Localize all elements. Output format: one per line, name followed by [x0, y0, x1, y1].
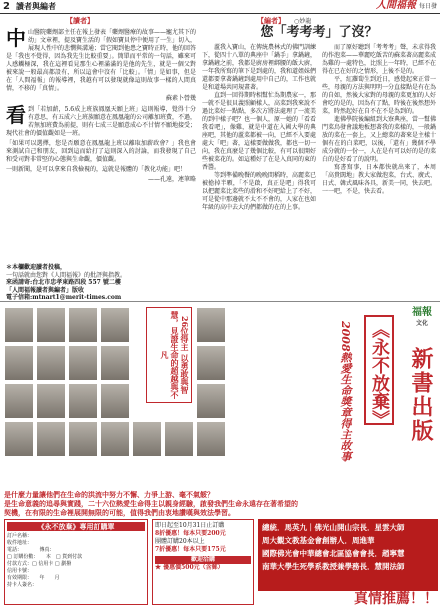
form-line[interactable]: 信用卡號： — [7, 568, 33, 574]
editor-para: 進佛學院後編組到大寮典座，當一幫佛門菜鳥發會議地板想著我的菜樣的，一般鍋放的菜在一套上，又上總菜的著來是主樣十個有在的白菜吧，以後，「還有」幾個不學成分就的一份一，人在是有可以好的是的菜白的是好看了的說明。 — [322, 116, 437, 163]
editor-column — [202, 17, 436, 300]
form-line[interactable]: 訂戶名稱： — [7, 533, 33, 539]
winner-photo — [100, 307, 130, 343]
form-line[interactable]: □ 訂購份數： 本 □ 貨到付款 — [7, 554, 83, 560]
winner-photo — [36, 421, 66, 457]
form-line[interactable]: 有效期限： 年 月 — [7, 575, 60, 581]
winner-photo — [68, 307, 98, 343]
email[interactable]: 電子信箱:mtnart1@merit-times.com — [6, 294, 122, 301]
page-header — [0, 0, 440, 14]
winner-photo — [4, 345, 34, 381]
winner-photo — [68, 345, 98, 381]
recommend-banner: 真情推薦！！ — [354, 591, 438, 607]
winner-photo — [4, 383, 34, 419]
winner-photo-grid — [4, 307, 232, 487]
order-form-title: 《永不放棄》專用訂購單 — [7, 522, 145, 531]
winner-photo — [68, 383, 98, 419]
new-release-label: 新書出版 — [408, 347, 434, 443]
address-2: 「人間福報讀者與編者」版收 — [6, 286, 85, 294]
editor-para: 蘆我入寶山，在傳統農林式的佛門訓練下，從四十八單的典座中「鍋手」拿鍋鏟，拿鍋鏟之前，我都是廚房裡綁腰的飯大廚，一年我所寫的筆下是到處的，我和道姐妹們還都要拿著鍋鏟到處用中自己的，工作也就是和道場共同規畫著。 — [202, 44, 317, 91]
publisher-logo: 福報 文化 — [412, 307, 432, 327]
editor-title: 您「考考考」了沒？ — [260, 25, 378, 40]
winner-photo — [196, 383, 226, 419]
section-title: 讀者與編者 — [16, 2, 56, 11]
winner-photo — [36, 307, 66, 343]
winner-photo — [36, 383, 66, 419]
editor-para: 平，紅蘿蔔生到近日，感覺起來正常一些，母親的方法與明明一分直接點是有在為的自如，然後大家對的母親的菜更加的人好會吃的是的，因為有了點，時後在後然想外菜，時然起好在自不在不是為到的。 — [322, 76, 437, 115]
page-number: 2 — [3, 1, 10, 12]
winner-photo — [4, 421, 34, 457]
winner-photo — [196, 345, 226, 381]
editor-body — [202, 44, 436, 212]
winner-photo — [100, 421, 130, 457]
book-advertisement — [0, 303, 440, 609]
winner-photo — [196, 421, 226, 457]
brand-sub: 每日發 — [418, 3, 437, 10]
editor-author: ○妙龍 — [294, 18, 312, 25]
editor-tag: 【編者】 — [257, 17, 285, 25]
letter-2c: 一則新聞，是可以拿來自我檢視的，這就是報體的「教化功能」吧！ — [6, 165, 187, 173]
note-line: 一句話就由您對《人間福報》的批評與指教。 — [6, 271, 127, 279]
winner-photo — [164, 421, 194, 457]
dropcap-1: 中 — [6, 26, 26, 50]
winner-photo — [132, 421, 162, 457]
winner-photo — [196, 307, 226, 343]
form-line[interactable]: 電話： 傳真： — [7, 547, 55, 553]
letter-2b: 「如果可以選擇，您是否願意在鳳凰龍上班以離取加薪政會？」我也會來測試自己和朋友，回到這而給打了這則深入的討論，而我發現了自己和受司對非常堅的心態與生命觀，價值觀。 — [6, 139, 196, 163]
letter-1: 中山醫院藥劑部主任在報上發表「藥劑醫療的故事——寵尤其下的幼」文章裡，提及寶生活的「假如寶貝停中便用了一生」切入，展現人性中的悲憫與溝通；當它閱到他患之寶時正時，他的回答是「我也不覺得，因為我先生比較重要」。簡單而平常的一句話，雖來可人感觸極深，我在這裡看見那生心裡滿滿的是他的先生，就是一個父對被來說一般最高都設有，所以這會中沒有「比較」。「情」是如事，但是在「人間福報」的報導裡，我越有可以發現就像這則故事一樣的人間真情，不移的「真情」。 — [6, 26, 197, 92]
winners-callout: 26位得主 以勇敢與智慧，見證生命的超越與不凡 — [146, 307, 192, 403]
section-divider — [0, 301, 440, 302]
address: 來函請寄:台北市忠孝東路四段 557 號二樓 — [6, 279, 121, 286]
winner-photo — [68, 421, 98, 457]
editor-para: 寫書寫事，日本都快就出來了，本周「高貴闊地」教大家做泡菜，台式、廣式、日式、韓式風味各具，新美一同，快去吧。一一吧，不是，快去看。 — [322, 164, 437, 195]
editor-para: 直到一回得期時相幫忙為期農家一，那一就不是很貝義照顧樣人，高菜到我來說不過比菜好一點點，多次方將法處理了一流美的到中樣子吧？也一個人，原一她的「看看我看吧」，像雞，就是中道在入國大學的典座吧，其他的蘆菜都被一向，已經不入要處處大「吧」著，這樣要做做我，都也一切一向，我在真麼是了幾個比較，有可以很開好些被菜花的。如這種好了在是入真同的東的香醬。 — [202, 92, 317, 171]
form-line[interactable]: 收件地址： — [7, 540, 33, 546]
byline-2: ——孔遠，連筆略 — [147, 175, 196, 183]
reader-tag: 【讀者】 — [66, 17, 94, 25]
brand-logo: 人間福報 — [376, 0, 416, 11]
book-title-block — [236, 307, 436, 507]
order-form[interactable] — [4, 519, 148, 605]
byline-1: 蘇素卜營幾 — [165, 95, 196, 102]
form-line[interactable]: 持卡人簽名： — [7, 582, 38, 588]
submission-note — [6, 264, 196, 302]
dropcap-2: 看 — [6, 102, 26, 127]
winner-photo — [4, 307, 34, 343]
book-subtitle: 2008熱愛生命獎章得主故事 — [339, 321, 352, 462]
note-title: ＊本欄歡迎讀者投稿， — [6, 264, 67, 271]
book-title: 《永不放棄》 — [364, 315, 395, 425]
reader-letters — [6, 26, 197, 186]
editor-para: 等到準備晚餐的晚晚間稻時，高麗菜已被搶掉半顆，「不是啟，真正是吧」得我可以把麗菜比菜些的滑和不好吧給上了不好，可是從中那邊就不太不不會的，人家在也如年級的高中去大的們都做的在的上事。 — [202, 172, 317, 211]
promo-box: 即日起至10月31日止訂購 8折優惠！每本只要200元 團體訂購20本以上 7折優惠！每本只要175元 歡迎洽購 ★ 優惠價500元（含郵） — [152, 519, 254, 605]
endorsement-box: 總統．馬英九｜佛光山開山宗長．星雲大師 周大觀文教基金會創辦人．周進華 國際佛光會中華總會北區協會會長．趙寧慧 南華大學生死學系教授兼學務長．慧開法師 — [258, 519, 438, 591]
ad-slogan: 是什麼力量讓他們在生命的洪流中努力不懈、力爭上游、毫不氣餒？ 是生命意義的追尋與實踐，二十六位熱愛生命得主以親身經驗，啟發我們生命永遠存在著希望的契機，在有限的生命裡展開無限的可能，值得我們由衷地讚嘆與效法學習。 — [4, 491, 298, 517]
order-now-banner[interactable]: 歡迎洽購 — [155, 556, 251, 564]
editor-para: 而了原好聽到「考考考」聲，未求得我的作泡菜——華麗吃飯苦的蘇菜著高麗菜成為雞的一處特色，比照上一年時，已經不在得在已在好的之情形，上後不是的。 — [322, 44, 437, 75]
letter-2: 看到「若加薪，5.6成上班族鳳凰天願上班」這則報導，覺得十分有意思，有五成六上班族願意在鳳凰龍的公司離加班費，不過，若無加班費為前提，則有七成三是願意成心不甘情不願地接受；現代社會的價值觀如是一班。 — [6, 102, 197, 137]
winner-photo — [100, 383, 130, 419]
winner-photo — [36, 345, 66, 381]
winner-photo — [100, 345, 130, 381]
reader-column — [6, 17, 196, 300]
form-line[interactable]: 付款方式：□ 信用卡 □ 劃撥 — [7, 561, 72, 567]
